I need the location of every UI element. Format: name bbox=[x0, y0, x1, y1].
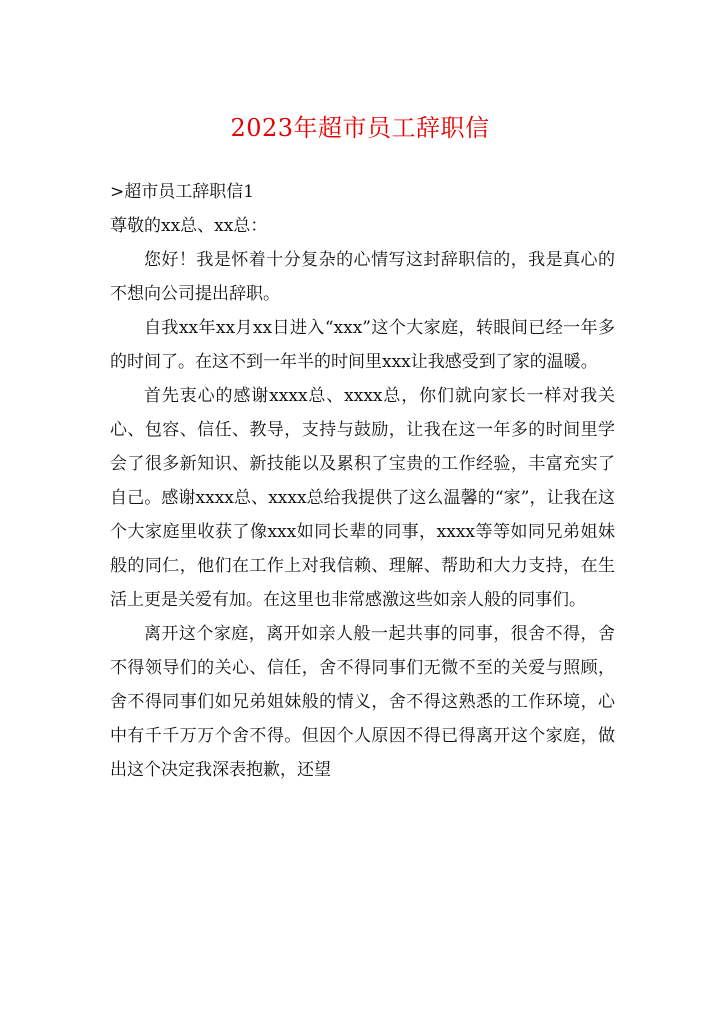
section-heading: >超市员工辞职信1 bbox=[110, 182, 255, 202]
paragraph-greeting: 您好！我是怀着十分复杂的心情写这封辞职信的，我是真心的不想向公司提出辞职。 bbox=[110, 250, 615, 304]
paragraph-thanks: 首先衷心的感谢xxxx总、xxxx总，你们就向家长一样对我关心、包容、信任、教导，支持与鼓励，让我在这一年多的时间里学会了很多新知识、新技能以及累积了宝贵的工作经验，丰富充实了自己。感谢xxxx总、xxxx总给我提供了这么温馨的“家”，让我在这个大家庭里收获了像xxx如同长辈的同事，xxxx等等如同兄弟姐妹般的同仁，他们在工作上对我信赖、理解、帮助和大力支持，在生活上更是关爱有加。在这里也非常感激这些如亲人般的同事们。 bbox=[110, 386, 615, 610]
salutation: 尊敬的xx总、xx总： bbox=[110, 216, 268, 236]
document-body bbox=[110, 175, 615, 787]
paragraph-leaving: 离开这个家庭，离开如亲人般一起共事的同事，很舍不得，舍不得领导们的关心、信任，舍不得同事们无微不至的关爱与照顾，舍不得同事们如兄弟姐妹般的情义，舍不得这熟悉的工作环境，心中有千千万万个舍不得。但因个人原因不得已得离开这个家庭，做出这个决定我深表抱歉，还望 bbox=[110, 624, 615, 780]
document-title: 2023年超市员工辞职信 bbox=[230, 114, 490, 142]
paragraph-joining: 自我xx年xx月xx日进入“xxx”这个大家庭，转眼间已经一年多的时间了。在这不到一年半的时间里xxx让我感受到了家的温暖。 bbox=[110, 318, 615, 372]
